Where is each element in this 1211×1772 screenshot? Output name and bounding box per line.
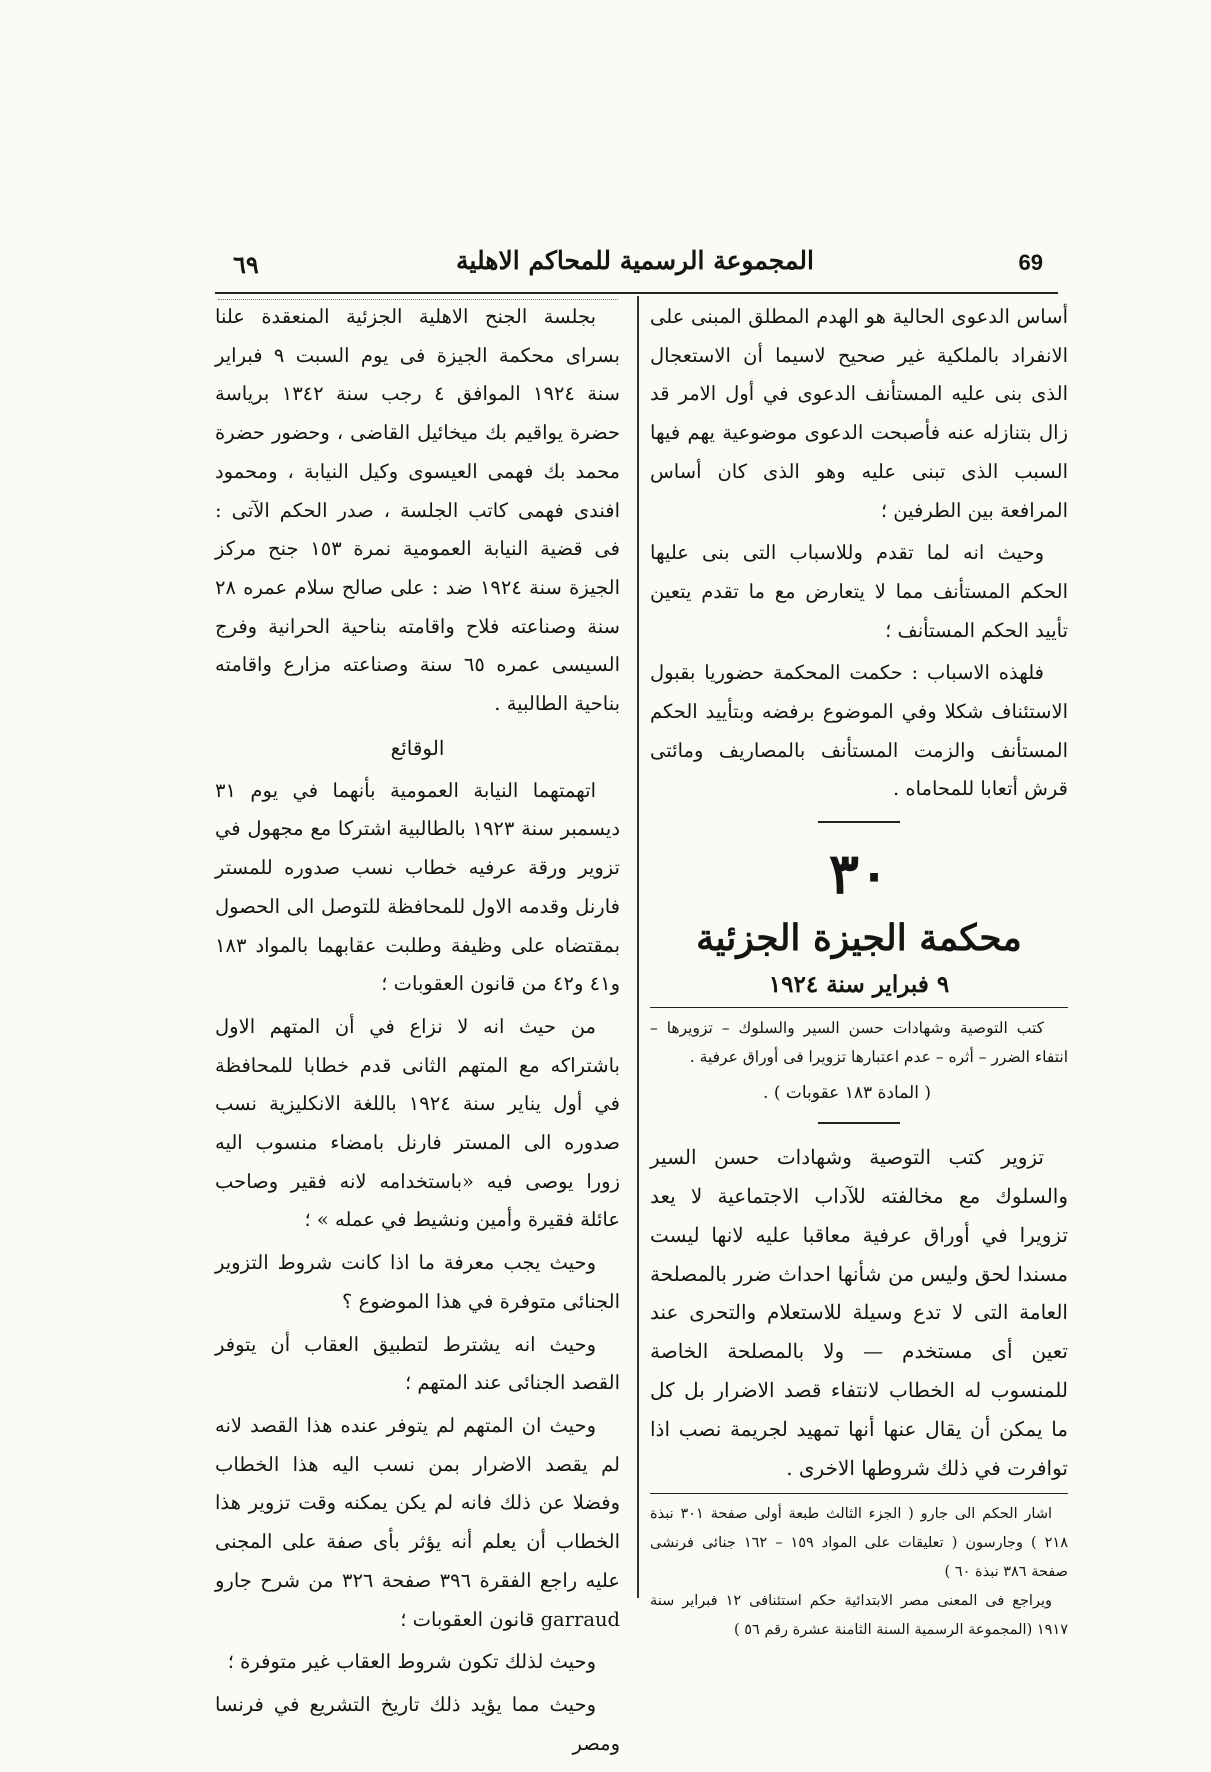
- page-number-latin: 69: [1018, 250, 1043, 275]
- running-header: [215, 246, 1055, 290]
- section-rule: [818, 821, 900, 823]
- case-number: ٣٠: [828, 841, 890, 908]
- article-reference: ( المادة ١٨٣ عقوبات ) .: [763, 1083, 931, 1104]
- paragraph: وحيث انه يشترط لتطبيق العقاب أن يتوفر القصد الجنائى عند المتهم ؛: [215, 1332, 620, 1395]
- paragraph: وحيث ان المتهم لم يتوفر عنده هذا القصد لانه لم يقصد الاضرار بمن نسب اليه هذا الخطاب وفضلا عن ذلك فانه لم يكن يمكنه وقت تزوير هذا الخطاب أن يعلم أنه يؤثر بأى صفة على المجنى عليه راجع الفقرة ٣٩٦ صفحة ٣٢٦ من شرح جارو garraud قانون العقوبات ؛: [215, 1413, 620, 1631]
- paragraph: وحيث مما يؤيد ذلك تاريخ التشريع في فرنسا ومصر: [215, 1692, 620, 1755]
- court-name: محكمة الجيزة الجزئية: [696, 917, 1022, 960]
- paragraph: وحيث انه لما تقدم وللاسباب التى بنى عليها الحكم المستأنف مما لا يتعارض مع ما تقدم يتعين تأييد الحكم المستأنف ؛: [650, 541, 1068, 642]
- footnote: اشار الحكم الى جارو ( الجزء الثالث طبعة أولى صفحة ٣٠١ نبذة ٢١٨ ) وجارسون ( تعليقات على المواد ١٥٩ – ١٦٢ جنائى فرنشى صفحة ٣٨٦ نبذة ٦٠ ): [650, 1506, 1068, 1581]
- column-divider: [637, 296, 639, 1598]
- paragraph: وحيث لذلك تكون شروط العقاب غير متوفرة ؛: [227, 1650, 596, 1674]
- header-rule: [215, 292, 1058, 294]
- case-summary: [650, 1138, 1068, 1487]
- summary-text: تزوير كتب التوصية وشهادات حسن السير والسلوك مع مخالفته للآداب الاجتماعية لا يعد تزويرا في أوراق عرفية معاقبا عليه لانها ليست مسندا لحق وليس من شأنها احداث ضرر بالمصلحة العامة التى لا تدع وسيلة للاستعلام والتحرى عند تعين أى مستخدم — ولا بالمصلحة الخاصة للمنسوب له الخطاب لانتفاء قصد الاضرار بل كل ما يمكن أن يقال عنها أنها تمهيد لجريمة نصب اذا توافرت في ذلك شروطها الاخرى .: [650, 1145, 1068, 1480]
- journal-title: المجموعة الرسمية للمحاكم الاهلية: [456, 246, 814, 275]
- court-date: ٩ فبراير سنة ١٩٢٤: [768, 971, 950, 999]
- facts-heading: الوقائع: [390, 735, 445, 760]
- session-intro: بجلسة الجنح الاهلية الجزئية المنعقدة علنا بسراى محكمة الجيزة فى يوم السبت ٩ فبراير سنة ١٩٢٤ الموافق ٤ رجب سنة ١٣٤٢ برياسة حضرة يواقيم بك ميخائيل القاضى ، وحضور حضرة محمد بك فهمى العيسوى وكيل النيابة ، ومحمود افندى فهمى كاتب الجلسة ، صدر الحكم الآتى : فى قضية النيابة العمومية نمرة ١٥٣ جنح مركز الجيزة سنة ١٩٢٤ ضد : على صالح سلام عمره ٢٨ سنة وصناعته فلاح واقامته بناحية الحرانية وفرج السيسى عمره ٦٥ سنة وصناعته مزارع واقامته بناحية الطالبية .: [215, 305, 621, 716]
- paragraph: أساس الدعوى الحالية هو الهدم المطلق المبنى على الانفراد بالملكية غير صحيح لاسيما أن الاستعجال الذى بنى عليه المستأنف الدعوى في أول الامر قد زال بتنازله عنه فأصبحت الدعوى موضوعية يهم فيها السبب الذى تبنى عليه وهو الذى كان أساس المرافعة بين الطرفين ؛: [650, 305, 1068, 522]
- paragraph: اتهمتهما النيابة العمومية بأنهما في يوم ٣١ ديسمبر سنة ١٩٢٣ بالطالبية اشتركا مع مجهول في تزوير ورقة عرفيه خطاب نسب صدوره للمستر فارنل وقدمه الاول للمحافظة للتوصل الى الحصول بمقتضاه على وظيفة وطلبت عقابهما بالمواد ١٨٣ و٤١ و٤٢ من قانون العقوبات ؛: [215, 778, 621, 996]
- right-column: [650, 298, 1068, 1645]
- footnote-rule: [650, 1493, 1068, 1494]
- footnote: ويراجع فى المعنى مصر الابتدائية حكم استئنافى ١٢ فبراير سنة ١٩١٧ (المجموعة الرسمية السنة الثامنة عشرة رقم ٥٦ ): [650, 1593, 1068, 1639]
- case-keywords: كتب التوصية وشهادات حسن السير والسلوك – تزويرها – انتفاء الضرر – أثره – عدم اعتبارها تزويرا فى أوراق عرفية .: [650, 1019, 1068, 1067]
- paragraph: من حيث انه لا نزاع في أن المتهم الاول باشتراكه مع المتهم الثانى قدم خطابا للمحافظة في أول يناير سنة ١٩٢٤ باللغة الانكليزية نسب صدوره الى المستر فارنل بامضاء منسوب اليه زورا يوصى فيه «باستخدامه لانه فقير وصاحب عائلة فقيرة وأمين ونشيط في عمله » ؛: [215, 1014, 620, 1232]
- heading-rule: [650, 1007, 1068, 1008]
- left-column: [215, 298, 620, 1767]
- page-number-arabic: ٦٩: [233, 250, 259, 279]
- section-rule: [818, 1122, 900, 1124]
- paragraph: فلهذه الاسباب : حكمت المحكمة حضوريا بقبول الاستئناف شكلا وفي الموضوع برفضه وبتأييد الحكم المستأنف والزمت المستأنف بالمصاريف ومائتى قرش أتعابا للمحاماه .: [650, 661, 1068, 801]
- paragraph: وحيث يجب معرفة ما اذا كانت شروط التزوير الجنائى متوفرة في هذا الموضوع ؟: [215, 1251, 620, 1313]
- footnotes: [650, 1500, 1068, 1645]
